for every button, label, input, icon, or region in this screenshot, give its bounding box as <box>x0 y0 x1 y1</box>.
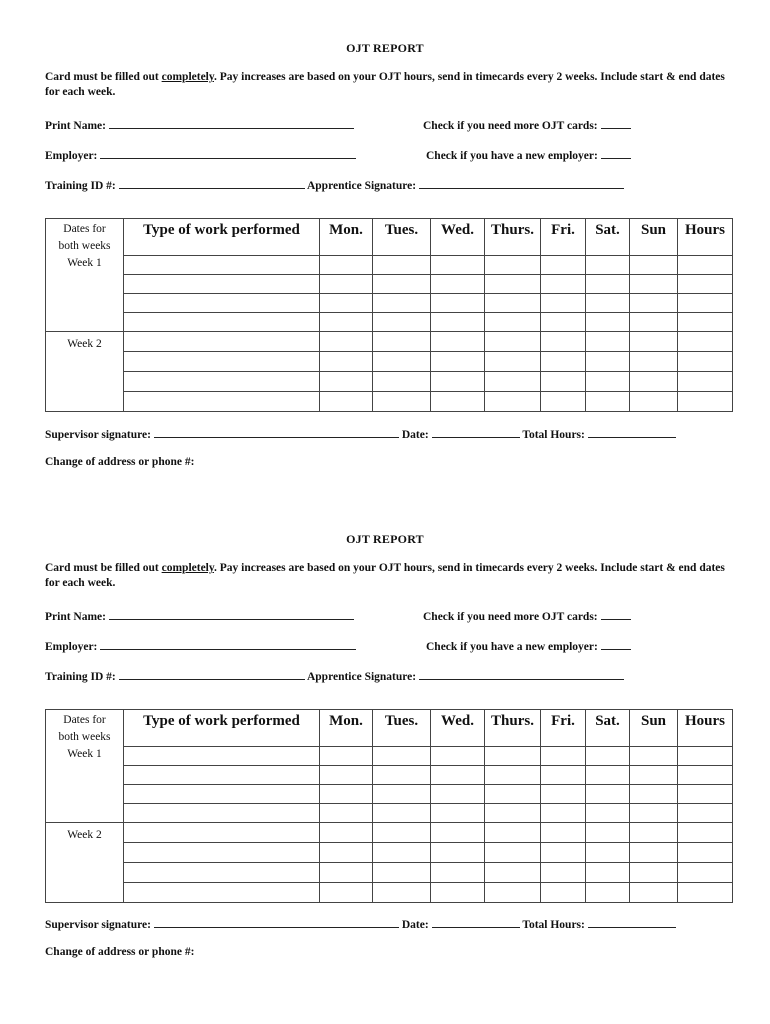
sat-cell[interactable] <box>586 843 630 863</box>
wed-cell[interactable] <box>431 747 485 766</box>
training-id-label: Training ID #: <box>45 671 116 683</box>
fri-cell[interactable] <box>541 313 586 332</box>
wed-cell[interactable] <box>431 392 485 412</box>
hours-cell[interactable] <box>678 392 733 412</box>
instructions-text <box>45 561 725 591</box>
work-cell[interactable] <box>124 372 320 392</box>
more-cards-label: Check if you need more OJT cards: <box>423 120 598 132</box>
col-header-sat: Sat. <box>586 710 630 747</box>
sun-cell[interactable] <box>630 766 678 785</box>
col-header-mon: Mon. <box>320 219 373 256</box>
sun-cell[interactable] <box>630 392 678 412</box>
week1-dates-cell[interactable] <box>46 710 124 823</box>
sun-cell[interactable] <box>630 785 678 804</box>
more-cards-check-line[interactable] <box>601 117 631 129</box>
thurs-cell[interactable] <box>485 372 541 392</box>
new-employer-label: Check if you have a new employer: <box>426 641 598 653</box>
dates-header-line2: both weeks <box>58 240 111 252</box>
fri-cell[interactable] <box>541 804 586 823</box>
work-cell[interactable] <box>124 843 320 863</box>
sat-cell[interactable] <box>586 392 630 412</box>
sun-cell[interactable] <box>630 256 678 275</box>
sun-cell[interactable] <box>630 863 678 883</box>
new-employer-check-line[interactable] <box>601 147 631 159</box>
sat-cell[interactable] <box>586 883 630 903</box>
table-row <box>46 883 733 903</box>
training-id-line[interactable] <box>119 668 305 680</box>
print-name-field[interactable] <box>45 608 354 623</box>
thurs-cell[interactable] <box>485 863 541 883</box>
mon-cell[interactable] <box>320 372 373 392</box>
table-row <box>46 785 733 804</box>
thurs-cell[interactable] <box>485 332 541 352</box>
table-row <box>46 313 733 332</box>
change-address-label: Change of address or phone #: <box>45 456 195 468</box>
employer-line[interactable] <box>100 638 356 650</box>
date-label: Date: <box>401 919 429 931</box>
col-header-hours: Hours <box>678 710 733 747</box>
dates-header-line1: Dates for <box>63 714 106 726</box>
hours-cell[interactable] <box>678 372 733 392</box>
mon-cell[interactable] <box>320 843 373 863</box>
new-employer-check-line[interactable] <box>601 638 631 650</box>
fri-cell[interactable] <box>541 294 586 313</box>
fri-cell[interactable] <box>541 863 586 883</box>
total-hours-line[interactable] <box>588 426 676 438</box>
week2-label: Week 2 <box>67 829 102 841</box>
table-row <box>46 392 733 412</box>
hours-cell[interactable] <box>678 313 733 332</box>
change-address-label: Change of address or phone #: <box>45 946 195 958</box>
fri-cell[interactable] <box>541 883 586 903</box>
hours-cell[interactable] <box>678 256 733 275</box>
table-row <box>46 804 733 823</box>
hours-table <box>45 218 733 412</box>
work-cell[interactable] <box>124 747 320 766</box>
date-line[interactable] <box>432 916 520 928</box>
print-name-line[interactable] <box>109 117 354 129</box>
sat-cell[interactable] <box>586 372 630 392</box>
sat-cell[interactable] <box>586 313 630 332</box>
sat-cell[interactable] <box>586 766 630 785</box>
tues-cell[interactable] <box>373 863 431 883</box>
sun-cell[interactable] <box>630 332 678 352</box>
mon-cell[interactable] <box>320 275 373 294</box>
fri-cell[interactable] <box>541 766 586 785</box>
tues-cell[interactable] <box>373 352 431 372</box>
col-header-thurs: Thurs. <box>485 219 541 256</box>
thurs-cell[interactable] <box>485 275 541 294</box>
tues-cell[interactable] <box>373 804 431 823</box>
work-cell[interactable] <box>124 766 320 785</box>
mon-cell[interactable] <box>320 823 373 843</box>
col-header-thurs: Thurs. <box>485 710 541 747</box>
sat-cell[interactable] <box>586 256 630 275</box>
tues-cell[interactable] <box>373 372 431 392</box>
work-cell[interactable] <box>124 863 320 883</box>
work-cell[interactable] <box>124 785 320 804</box>
thurs-cell[interactable] <box>485 747 541 766</box>
week1-label: Week 1 <box>67 257 102 269</box>
fri-cell[interactable] <box>541 843 586 863</box>
sat-cell[interactable] <box>586 294 630 313</box>
mon-cell[interactable] <box>320 785 373 804</box>
more-cards-label: Check if you need more OJT cards: <box>423 611 598 623</box>
tues-cell[interactable] <box>373 823 431 843</box>
dates-header-line2: both weeks <box>58 731 111 743</box>
thurs-cell[interactable] <box>485 883 541 903</box>
work-cell[interactable] <box>124 275 320 294</box>
total-hours-label: Total Hours: <box>522 919 585 931</box>
tues-cell[interactable] <box>373 883 431 903</box>
tues-cell[interactable] <box>373 766 431 785</box>
tues-cell[interactable] <box>373 313 431 332</box>
hours-cell[interactable] <box>678 294 733 313</box>
instructions-emphasis: completely <box>161 562 214 574</box>
col-header-tues: Tues. <box>373 219 431 256</box>
thurs-cell[interactable] <box>485 766 541 785</box>
sun-cell[interactable] <box>630 372 678 392</box>
training-id-label: Training ID #: <box>45 180 116 192</box>
sat-cell[interactable] <box>586 863 630 883</box>
more-cards-check-line[interactable] <box>601 608 631 620</box>
table-row <box>46 332 733 352</box>
col-header-fri: Fri. <box>541 710 586 747</box>
tues-cell[interactable] <box>373 392 431 412</box>
mon-cell[interactable] <box>320 352 373 372</box>
apprentice-signature-line[interactable] <box>419 668 624 680</box>
thurs-cell[interactable] <box>485 804 541 823</box>
table-row <box>46 843 733 863</box>
sat-cell[interactable] <box>586 823 630 843</box>
wed-cell[interactable] <box>431 275 485 294</box>
apprentice-signature-line[interactable] <box>419 177 624 189</box>
employer-label: Employer: <box>45 641 98 653</box>
table-row <box>46 372 733 392</box>
fri-cell[interactable] <box>541 372 586 392</box>
employer-field[interactable] <box>45 638 356 653</box>
instructions-before: Card must be filled out <box>45 562 162 574</box>
training-id-field[interactable] <box>45 177 624 192</box>
thurs-cell[interactable] <box>485 823 541 843</box>
fri-cell[interactable] <box>541 275 586 294</box>
wed-cell[interactable] <box>431 372 485 392</box>
hours-cell[interactable] <box>678 804 733 823</box>
supervisor-signature-field[interactable] <box>45 916 676 931</box>
hours-cell[interactable] <box>678 352 733 372</box>
employer-label: Employer: <box>45 150 98 162</box>
sun-cell[interactable] <box>630 275 678 294</box>
report-title: OJT REPORT <box>346 41 424 55</box>
tues-cell[interactable] <box>373 747 431 766</box>
thurs-cell[interactable] <box>485 256 541 275</box>
sun-cell[interactable] <box>630 883 678 903</box>
week2-label: Week 2 <box>67 338 102 350</box>
tues-cell[interactable] <box>373 785 431 804</box>
employer-field[interactable] <box>45 147 356 162</box>
instructions-emphasis: completely <box>161 71 214 83</box>
mon-cell[interactable] <box>320 804 373 823</box>
fri-cell[interactable] <box>541 256 586 275</box>
print-name-field[interactable] <box>45 117 354 132</box>
table-row <box>46 352 733 372</box>
sun-cell[interactable] <box>630 747 678 766</box>
tues-cell[interactable] <box>373 843 431 863</box>
wed-cell[interactable] <box>431 332 485 352</box>
employer-line[interactable] <box>100 147 356 159</box>
sat-cell[interactable] <box>586 785 630 804</box>
work-cell[interactable] <box>124 352 320 372</box>
work-cell[interactable] <box>124 883 320 903</box>
instructions-after: . Pay increases are based on your OJT hours, send in timecards every 2 weeks. Include start & end dates for each week. <box>45 562 725 589</box>
sun-cell[interactable] <box>630 823 678 843</box>
instructions-text <box>45 70 725 100</box>
sun-cell[interactable] <box>630 313 678 332</box>
mon-cell[interactable] <box>320 883 373 903</box>
sat-cell[interactable] <box>586 332 630 352</box>
wed-cell[interactable] <box>431 294 485 313</box>
supervisor-signature-line[interactable] <box>154 916 399 928</box>
hours-cell[interactable] <box>678 275 733 294</box>
hours-cell[interactable] <box>678 747 733 766</box>
col-header-sun: Sun <box>630 219 678 256</box>
col-header-fri: Fri. <box>541 219 586 256</box>
work-cell[interactable] <box>124 804 320 823</box>
new-employer-field[interactable] <box>426 147 631 162</box>
wed-cell[interactable] <box>431 804 485 823</box>
hours-cell[interactable] <box>678 332 733 352</box>
thurs-cell[interactable] <box>485 294 541 313</box>
instructions-before: Card must be filled out <box>45 71 162 83</box>
wed-cell[interactable] <box>431 256 485 275</box>
tues-cell[interactable] <box>373 275 431 294</box>
change-address-field[interactable] <box>45 456 194 468</box>
total-hours-label: Total Hours: <box>522 429 585 441</box>
fri-cell[interactable] <box>541 823 586 843</box>
hours-cell[interactable] <box>678 823 733 843</box>
tues-cell[interactable] <box>373 256 431 275</box>
wed-cell[interactable] <box>431 843 485 863</box>
apprentice-signature-label: Apprentice Signature: <box>306 671 417 683</box>
sat-cell[interactable] <box>586 747 630 766</box>
table-row <box>46 863 733 883</box>
new-employer-field[interactable] <box>426 638 631 653</box>
week2-dates-cell[interactable] <box>46 823 124 903</box>
wed-cell[interactable] <box>431 352 485 372</box>
apprentice-signature-label: Apprentice Signature: <box>306 180 417 192</box>
mon-cell[interactable] <box>320 332 373 352</box>
col-header-type-of-work: Type of work performed <box>124 219 320 256</box>
table-row <box>46 294 733 313</box>
mon-cell[interactable] <box>320 294 373 313</box>
supervisor-signature-line[interactable] <box>154 426 399 438</box>
mon-cell[interactable] <box>320 863 373 883</box>
wed-cell[interactable] <box>431 863 485 883</box>
fri-cell[interactable] <box>541 352 586 372</box>
work-cell[interactable] <box>124 392 320 412</box>
sat-cell[interactable] <box>586 275 630 294</box>
col-header-type-of-work: Type of work performed <box>124 710 320 747</box>
mon-cell[interactable] <box>320 766 373 785</box>
hours-cell[interactable] <box>678 766 733 785</box>
more-cards-field[interactable] <box>423 608 631 623</box>
training-id-field[interactable] <box>45 668 624 683</box>
sat-cell[interactable] <box>586 804 630 823</box>
col-header-sat: Sat. <box>586 219 630 256</box>
work-cell[interactable] <box>124 294 320 313</box>
col-header-hours: Hours <box>678 219 733 256</box>
thurs-cell[interactable] <box>485 392 541 412</box>
wed-cell[interactable] <box>431 766 485 785</box>
col-header-tues: Tues. <box>373 710 431 747</box>
week2-dates-cell[interactable] <box>46 332 124 412</box>
work-cell[interactable] <box>124 823 320 843</box>
wed-cell[interactable] <box>431 823 485 843</box>
work-cell[interactable] <box>124 313 320 332</box>
wed-cell[interactable] <box>431 883 485 903</box>
more-cards-field[interactable] <box>423 117 631 132</box>
hours-cell[interactable] <box>678 883 733 903</box>
fri-cell[interactable] <box>541 747 586 766</box>
thurs-cell[interactable] <box>485 352 541 372</box>
wed-cell[interactable] <box>431 313 485 332</box>
date-label: Date: <box>401 429 429 441</box>
total-hours-line[interactable] <box>588 916 676 928</box>
col-header-mon: Mon. <box>320 710 373 747</box>
week1-label: Week 1 <box>67 748 102 760</box>
thurs-cell[interactable] <box>485 313 541 332</box>
thurs-cell[interactable] <box>485 785 541 804</box>
tues-cell[interactable] <box>373 332 431 352</box>
instructions-after: . Pay increases are based on your OJT hours, send in timecards every 2 weeks. Include start & end dates for each week. <box>45 71 725 98</box>
sun-cell[interactable] <box>630 294 678 313</box>
table-row <box>46 823 733 843</box>
print-name-line[interactable] <box>109 608 354 620</box>
fri-cell[interactable] <box>541 392 586 412</box>
print-name-label: Print Name: <box>45 611 106 623</box>
sun-cell[interactable] <box>630 843 678 863</box>
table-row <box>46 256 733 275</box>
mon-cell[interactable] <box>320 392 373 412</box>
work-cell[interactable] <box>124 332 320 352</box>
table-row <box>46 747 733 766</box>
dates-header-line1: Dates for <box>63 223 106 235</box>
print-name-label: Print Name: <box>45 120 106 132</box>
supervisor-signature-field[interactable] <box>45 426 676 441</box>
hours-cell[interactable] <box>678 843 733 863</box>
hours-cell[interactable] <box>678 785 733 804</box>
hours-table <box>45 709 733 903</box>
supervisor-signature-label: Supervisor signature: <box>45 919 151 931</box>
new-employer-label: Check if you have a new employer: <box>426 150 598 162</box>
sun-cell[interactable] <box>630 804 678 823</box>
fri-cell[interactable] <box>541 332 586 352</box>
report-title: OJT REPORT <box>346 532 424 546</box>
wed-cell[interactable] <box>431 785 485 804</box>
table-row <box>46 766 733 785</box>
supervisor-signature-label: Supervisor signature: <box>45 429 151 441</box>
mon-cell[interactable] <box>320 747 373 766</box>
mon-cell[interactable] <box>320 313 373 332</box>
change-address-field[interactable] <box>45 946 194 958</box>
sun-cell[interactable] <box>630 352 678 372</box>
work-cell[interactable] <box>124 256 320 275</box>
table-row <box>46 275 733 294</box>
mon-cell[interactable] <box>320 256 373 275</box>
tues-cell[interactable] <box>373 294 431 313</box>
col-header-wed: Wed. <box>431 710 485 747</box>
hours-cell[interactable] <box>678 863 733 883</box>
date-line[interactable] <box>432 426 520 438</box>
col-header-wed: Wed. <box>431 219 485 256</box>
sat-cell[interactable] <box>586 352 630 372</box>
col-header-sun: Sun <box>630 710 678 747</box>
fri-cell[interactable] <box>541 785 586 804</box>
week1-dates-cell[interactable] <box>46 219 124 332</box>
training-id-line[interactable] <box>119 177 305 189</box>
thurs-cell[interactable] <box>485 843 541 863</box>
